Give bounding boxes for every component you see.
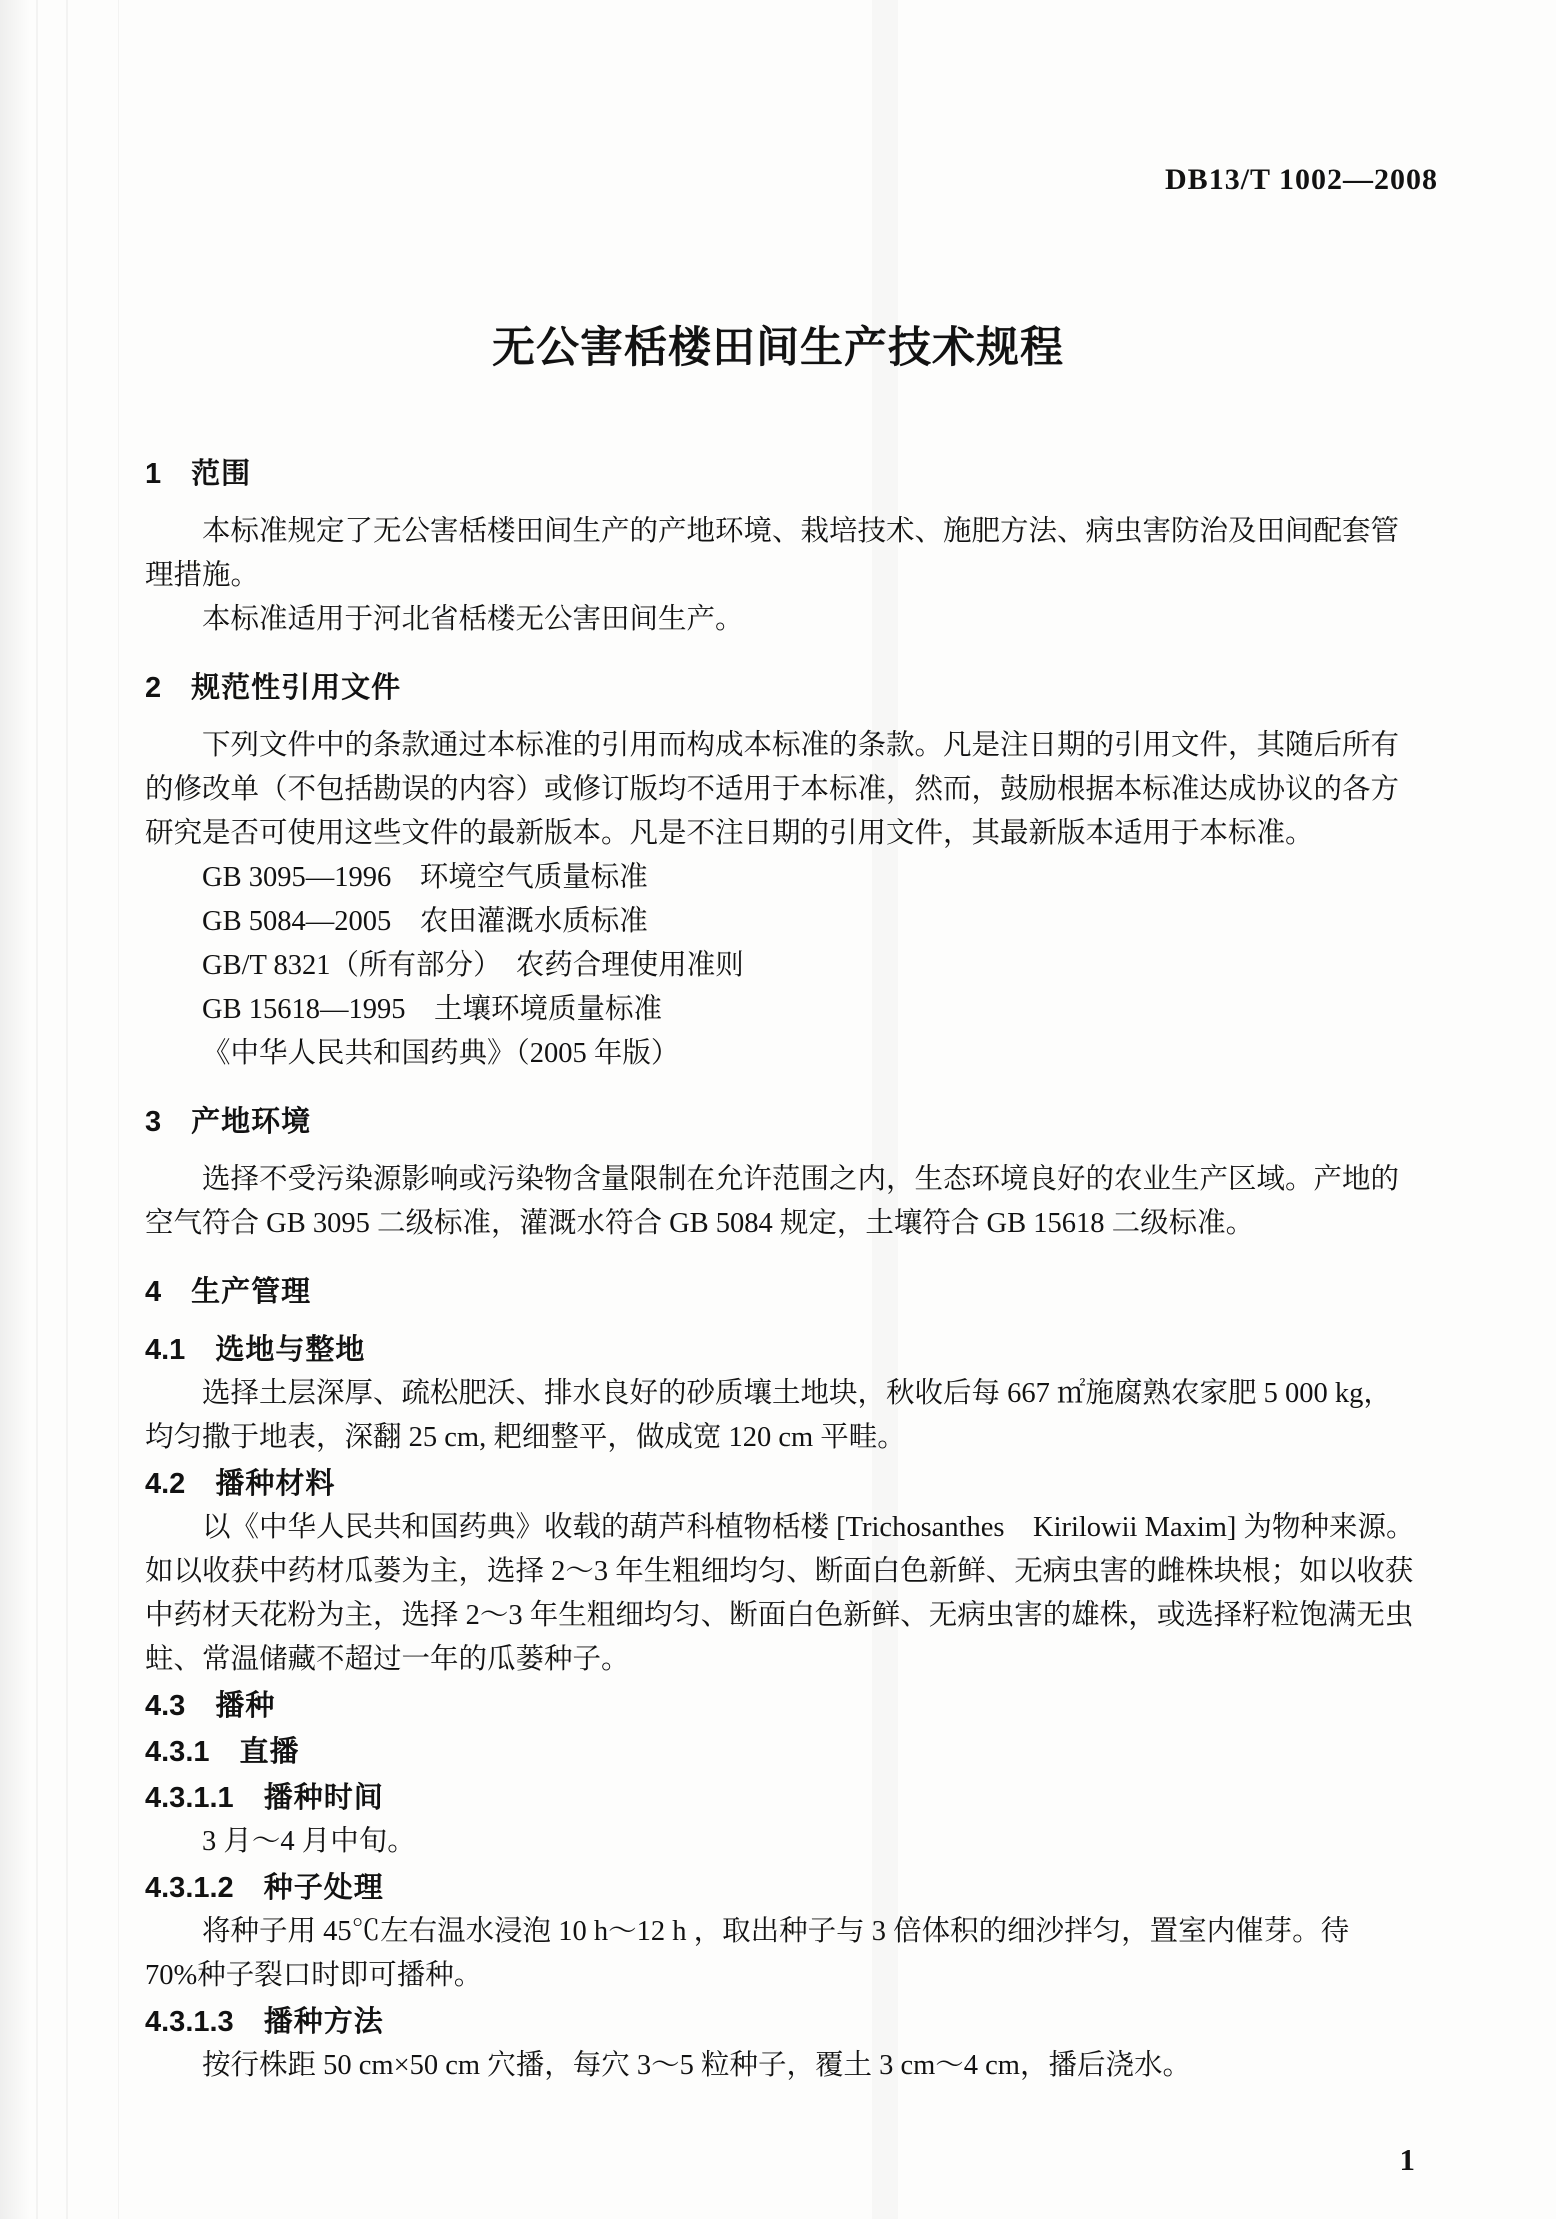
heading-number: 4.3.1.1	[145, 1782, 234, 1814]
body-line: 以《中华人民共和国药典》收载的葫芦科植物栝楼 [Trichosanthes Kirilowii Maxim] 为物种来源。	[202, 1512, 1415, 1543]
section-heading-1	[145, 452, 1440, 496]
heading-text: 生产管理	[191, 1276, 312, 1308]
body-line: GB 5084—2005 农田灌溉水质标准	[202, 906, 648, 937]
document-body	[145, 428, 1440, 2088]
body-line: 将种子用 45℃左右温水浸泡 10 h～12 h ，取出种子与 3 倍体积的细沙拌匀，置室内催芽。待	[202, 1916, 1350, 1947]
section-heading-4.3.1	[145, 1730, 1440, 1774]
body-line: 蛀、常温储藏不超过一年的瓜蒌种子。	[145, 1644, 630, 1675]
heading-text: 播种	[215, 1690, 276, 1722]
body-line: 下列文件中的条款通过本标准的引用而构成本标准的条款。凡是注日期的引用文件，其随后所有	[202, 730, 1400, 761]
body-line: 研究是否可使用这些文件的最新版本。凡是不注日期的引用文件，其最新版本适用于本标准。	[145, 818, 1314, 849]
heading-text: 播种时间	[263, 1782, 384, 1814]
heading-text: 选地与整地	[215, 1334, 366, 1366]
body-line: 本标准适用于河北省栝楼无公害田间生产。	[202, 604, 744, 635]
heading-text: 范围	[191, 458, 252, 490]
section-heading-2	[145, 666, 1440, 710]
heading-number: 4.3.1	[145, 1736, 210, 1768]
body-line: GB 3095—1996 环境空气质量标准	[202, 862, 648, 893]
section-heading-4.1	[145, 1328, 1440, 1372]
heading-number: 2	[145, 672, 162, 704]
body-line: 本标准规定了无公害栝楼田间生产的产地环境、栽培技术、施肥方法、病虫害防治及田间配套管	[202, 516, 1400, 547]
body-line: 理措施。	[145, 560, 260, 591]
heading-number: 1	[145, 458, 162, 490]
heading-text: 播种材料	[215, 1468, 336, 1500]
body-line: 《中华人民共和国药典》（2005 年版）	[202, 1038, 680, 1069]
heading-number: 4.3	[145, 1690, 186, 1722]
section-heading-4.3.1.2	[145, 1866, 1440, 1910]
heading-text: 种子处理	[263, 1872, 384, 1904]
heading-text: 产地环境	[191, 1106, 312, 1138]
section-heading-4	[145, 1270, 1440, 1314]
body-line: 按行株距 50 cm×50 cm 穴播，每穴 3～5 粒种子，覆土 3 cm～4 cm，播后浇水。	[202, 2050, 1191, 2081]
heading-number: 4.3.1.3	[145, 2006, 234, 2038]
body-line: 中药材天花粉为主，选择 2～3 年生粗细均匀、断面白色新鲜、无病虫害的雄株，或选择籽粒饱满无虫	[145, 1600, 1414, 1631]
section-heading-4.2	[145, 1462, 1440, 1506]
section-heading-4.3	[145, 1684, 1440, 1728]
body-line: GB 15618—1995 土壤环境质量标准	[202, 994, 662, 1025]
body-line: 3 月～4 月中旬。	[202, 1826, 416, 1857]
body-line: 选择土层深厚、疏松肥沃、排水良好的砂质壤土地块，秋收后每 667 ㎡施腐熟农家肥 5 000 kg，	[202, 1378, 1392, 1409]
heading-text: 直播	[239, 1736, 300, 1768]
body-line: 均匀撒于地表，深翻 25 cm, 耙细整平，做成宽 120 cm 平畦。	[145, 1422, 906, 1453]
section-heading-4.3.1.1	[145, 1776, 1440, 1820]
heading-number: 3	[145, 1106, 162, 1138]
body-line: 的修改单（不包括勘误的内容）或修订版均不适用于本标准，然而，鼓励根据本标准达成协议的各方	[145, 774, 1400, 805]
section-heading-4.3.1.3	[145, 2000, 1440, 2044]
page-number: 1	[1399, 2142, 1415, 2177]
heading-number: 4.3.1.2	[145, 1872, 234, 1904]
body-line: 70%种子裂口时即可播种。	[145, 1960, 483, 1991]
body-line: 选择不受污染源影响或污染物含量限制在允许范围之内，生态环境良好的农业生产区域。产地的	[202, 1164, 1400, 1195]
body-line: 如以收获中药材瓜蒌为主，选择 2～3 年生粗细均匀、断面白色新鲜、无病虫害的雌株块根；如以收获	[145, 1556, 1414, 1587]
heading-text: 规范性引用文件	[191, 672, 402, 704]
heading-text: 播种方法	[263, 2006, 384, 2038]
section-heading-3	[145, 1100, 1440, 1144]
body-line: 空气符合 GB 3095 二级标准，灌溉水符合 GB 5084 规定，土壤符合 GB 15618 二级标准。	[145, 1208, 1255, 1239]
heading-number: 4	[145, 1276, 162, 1308]
standard-number: DB13/T 1002—2008	[1165, 163, 1438, 196]
body-line: GB/T 8321（所有部分） 农药合理使用准则	[202, 950, 744, 981]
heading-number: 4.1	[145, 1334, 186, 1366]
heading-number: 4.2	[145, 1468, 186, 1500]
page-title: 无公害栝楼田间生产技术规程	[492, 324, 1064, 372]
